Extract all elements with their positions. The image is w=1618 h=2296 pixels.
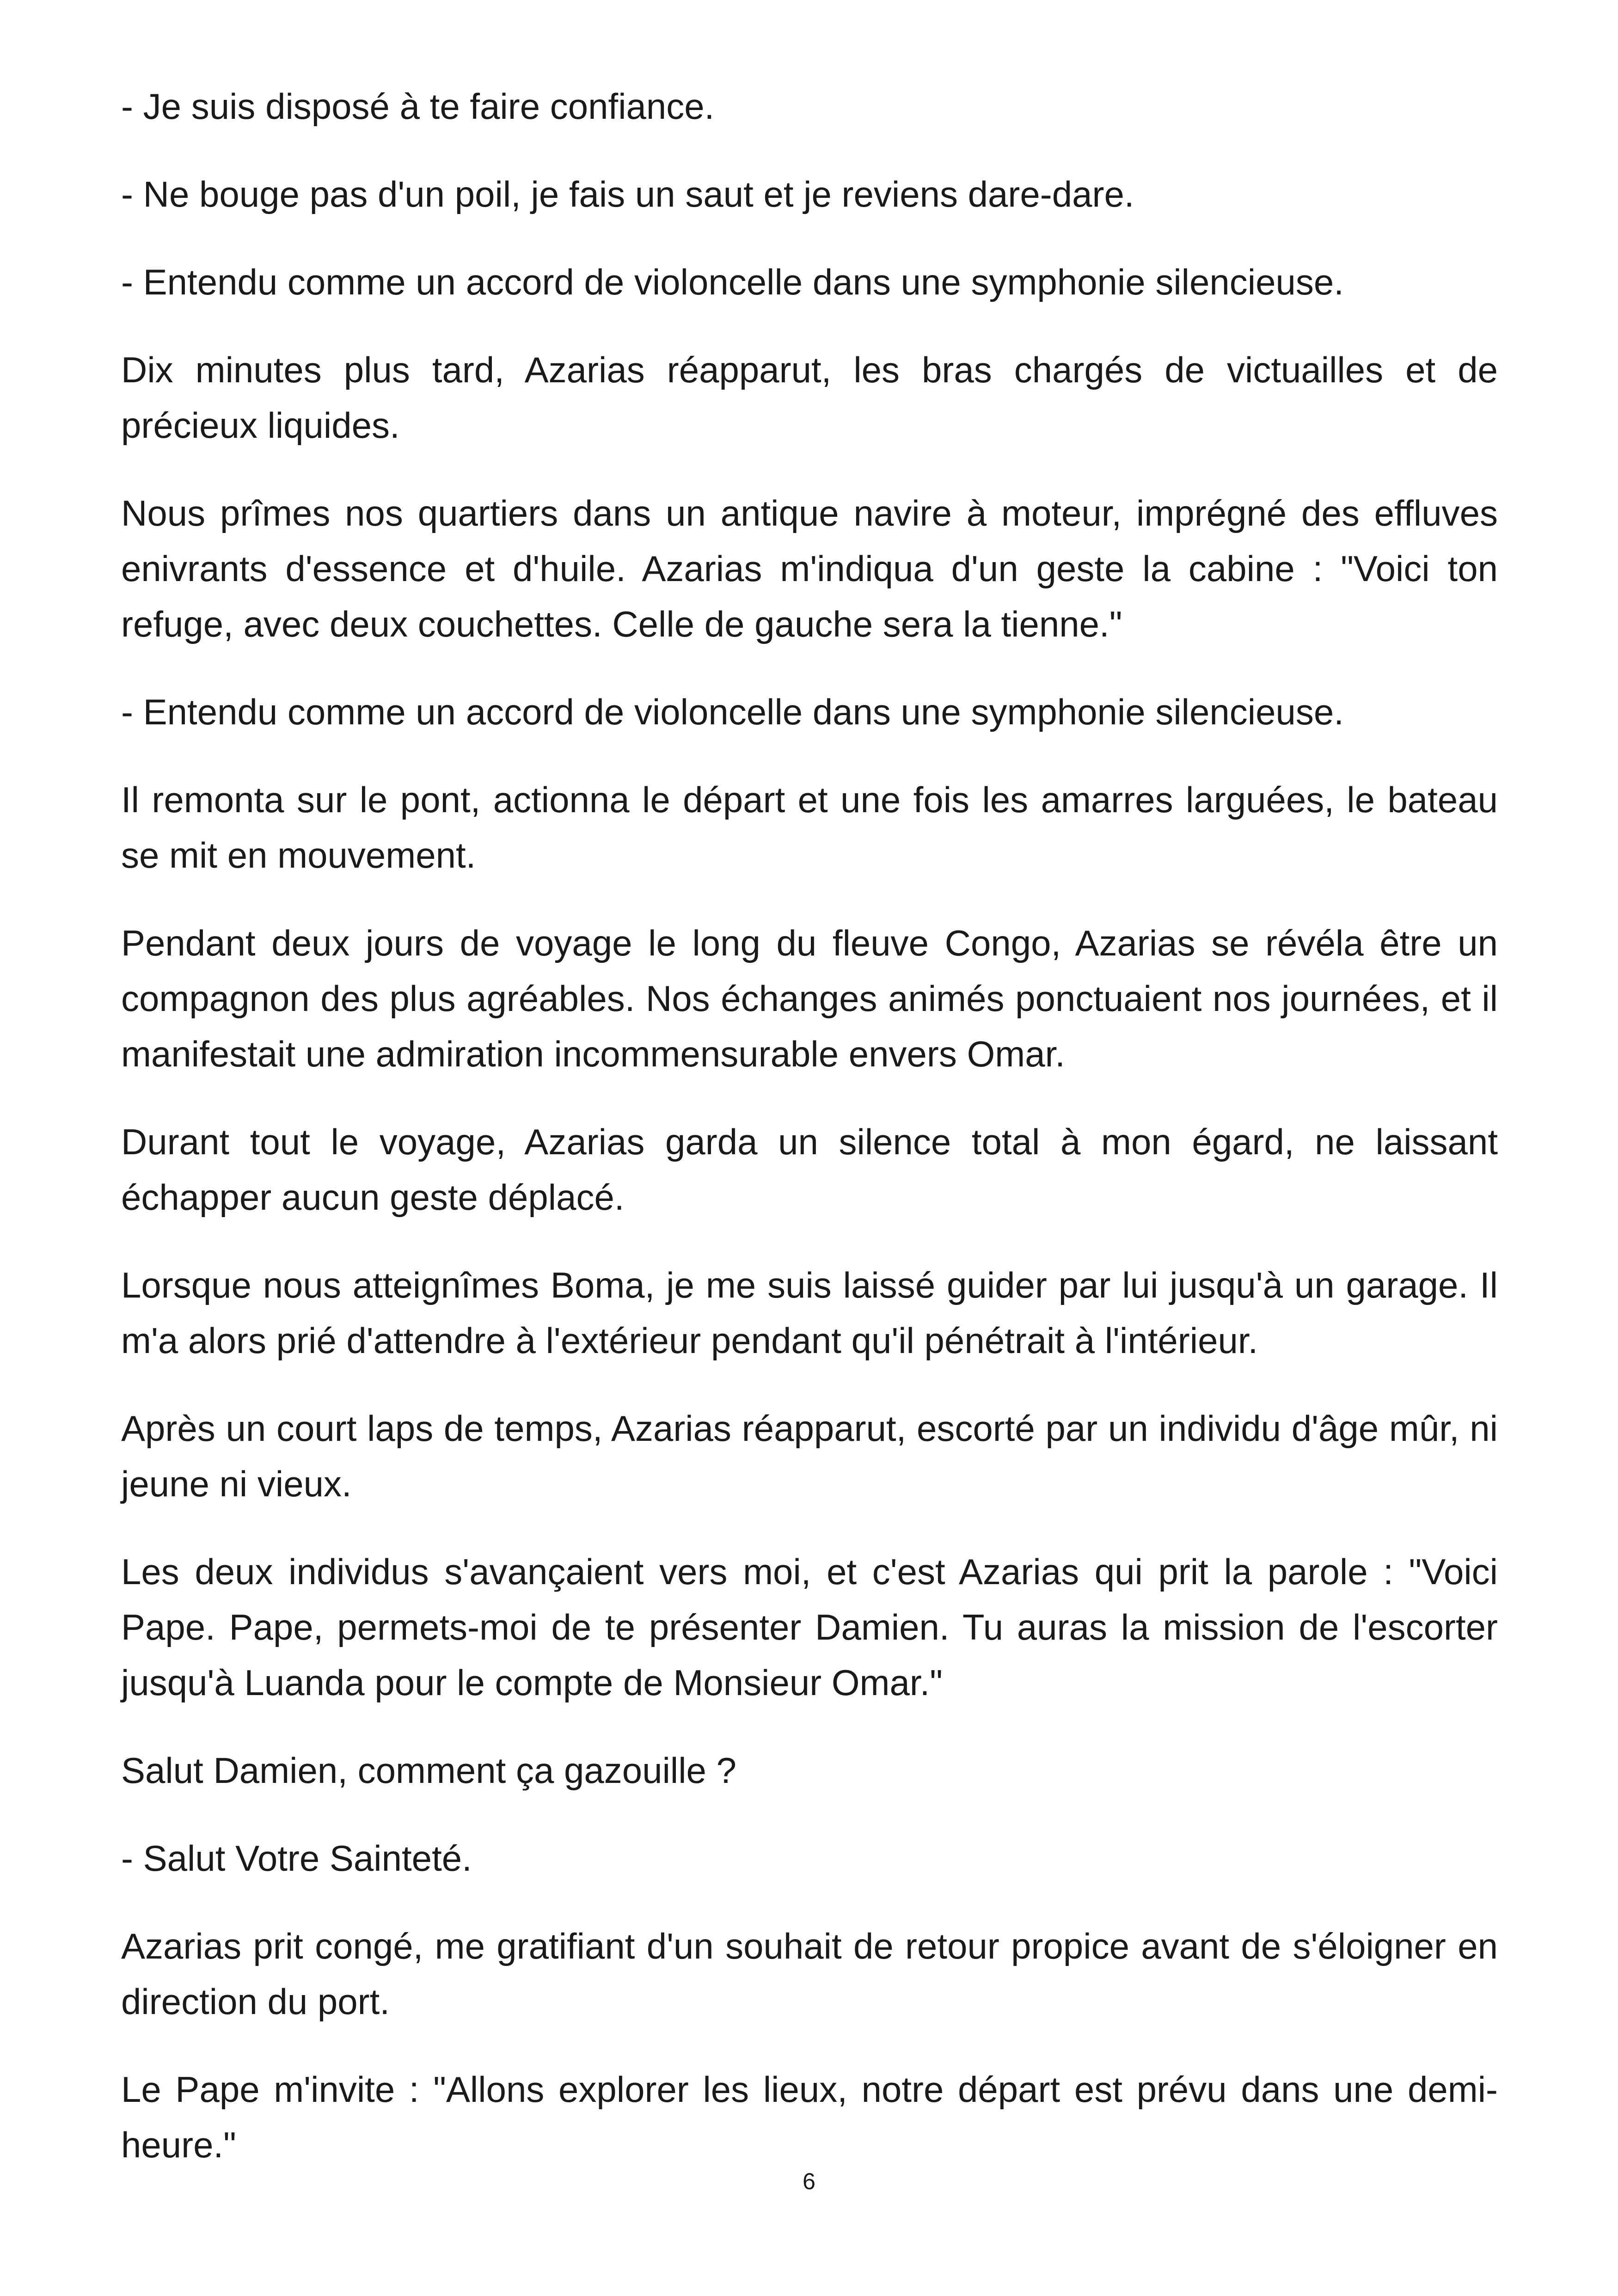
paragraph: - Je suis disposé à te faire confiance.: [121, 86, 715, 127]
paragraph: - Entendu comme un accord de violoncelle dans une symphonie silencieuse.: [121, 262, 1344, 302]
paragraph: Lorsque nous atteignîmes Boma, je me suis laissé guider par lui jusqu'à un garage. Il m'a alors prié d'attendre à l'extérieur pendant qu'il pénétrait à l'intérieur.: [121, 1265, 1498, 1361]
paragraph: Salut Damien, comment ça gazouille ?: [121, 1750, 736, 1791]
paragraph: Après un court laps de temps, Azarias réapparut, escorté par un individu d'âge mûr, ni jeune ni vieux.: [121, 1408, 1498, 1504]
paragraph: Nous prîmes nos quartiers dans un antique navire à moteur, imprégné des effluves enivrants d'essence et d'huile. Azarias m'indiqua d'un geste la cabine : "Voici ton refuge, avec deux couchettes. Celle de gauche sera la tienne.": [121, 493, 1498, 644]
paragraph: Durant tout le voyage, Azarias garda un silence total à mon égard, ne laissant échapper aucun geste déplacé.: [121, 1121, 1498, 1218]
paragraph: - Ne bouge pas d'un poil, je fais un saut et je reviens dare-dare.: [121, 174, 1134, 214]
paragraph: Le Pape m'invite : "Allons explorer les lieux, notre départ est prévu dans une demi-heure.": [121, 2069, 1498, 2165]
page-number: 6: [803, 2168, 815, 2194]
paragraph: Azarias prit congé, me gratifiant d'un souhait de retour propice avant de s'éloigner en direction du port.: [121, 1926, 1498, 2022]
paragraph: Dix minutes plus tard, Azarias réapparut, les bras chargés de victuailles et de précieux liquides.: [121, 349, 1498, 446]
paragraph: Les deux individus s'avançaient vers moi, et c'est Azarias qui prit la parole : "Voici Pape. Pape, permets-moi de te présenter Damien. Tu auras la mission de l'escorter jusqu'à Luanda pour le compte de Monsieur Omar.": [121, 1551, 1498, 1703]
paragraph: - Entendu comme un accord de violoncelle dans une symphonie silencieuse.: [121, 692, 1344, 732]
document-body: [121, 79, 1498, 2205]
paragraph: Pendant deux jours de voyage le long du fleuve Congo, Azarias se révéla être un compagnon des plus agréables. Nos échanges animés ponctuaient nos journées, et il manifestait une admiration incommensurable envers Omar.: [121, 923, 1498, 1074]
paragraph: - Salut Votre Sainteté.: [121, 1838, 472, 1879]
paragraph: Il remonta sur le pont, actionna le départ et une fois les amarres larguées, le bateau se mit en mouvement.: [121, 779, 1498, 876]
